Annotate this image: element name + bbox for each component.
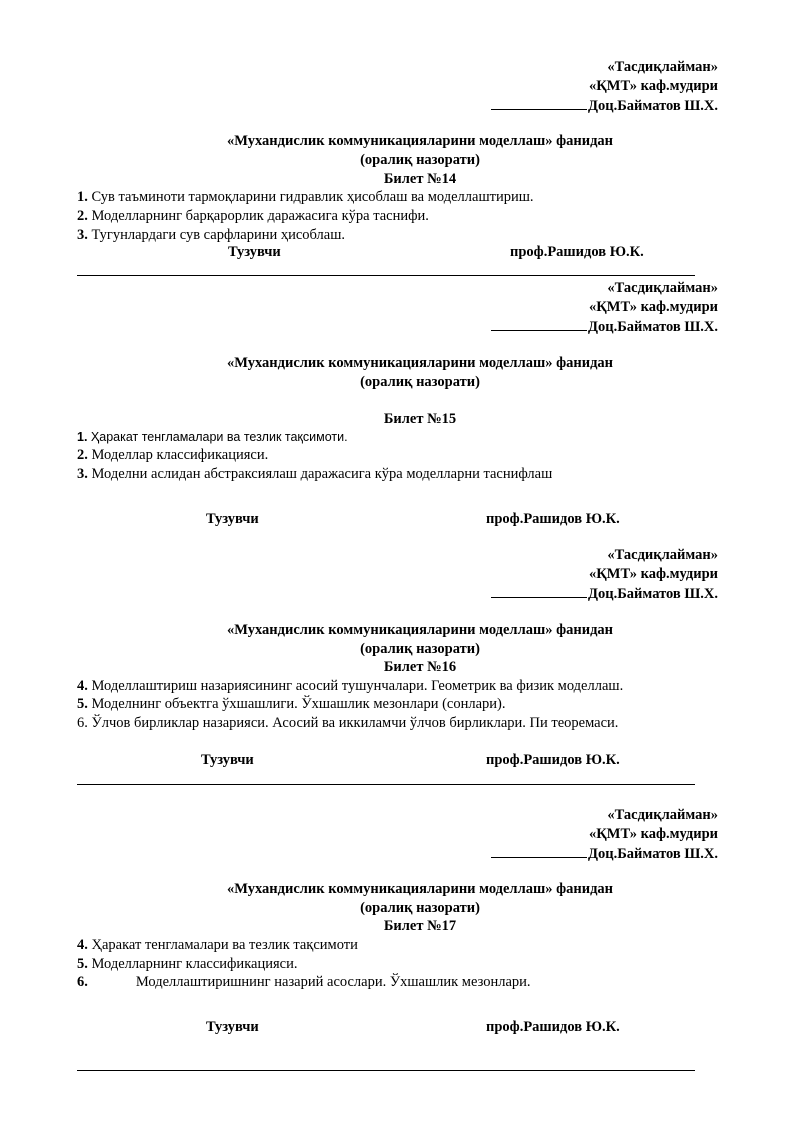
approval-position: «ҚМТ» каф.мудири xyxy=(589,299,718,315)
ticket-title: Билет №14 xyxy=(383,171,457,187)
author-label: Тузувчи xyxy=(206,511,259,527)
control-title: (оралиқ назорати) xyxy=(360,374,480,390)
divider xyxy=(77,275,695,276)
signature-line xyxy=(491,584,587,598)
author-label: Тузувчи xyxy=(206,1019,259,1035)
question-item: 3. Моделни аслидан абстраксиялаш даражасига кўра моделларни таснифлаш xyxy=(77,466,553,482)
author-name: проф.Рашидов Ю.К. xyxy=(486,752,620,768)
approval-approve: «Тасдиқлайман» xyxy=(607,59,718,75)
control-title: (оралиқ назорати) xyxy=(360,641,480,657)
question-item: 2. Моделлар классификацияси. xyxy=(77,447,269,463)
subject-title: «Мухандислик коммуникацияларини моделлаш» фанидан xyxy=(226,133,614,149)
question-item: 1. Сув таъминоти тармоқларини гидравлик ҳисоблаш ва моделлаштириш. xyxy=(77,189,534,205)
divider xyxy=(77,784,695,785)
approval-approve: «Тасдиқлайман» xyxy=(607,547,718,563)
approval-position: «ҚМТ» каф.мудири xyxy=(589,78,718,94)
signature-line xyxy=(491,317,587,331)
subject-title: «Мухандислик коммуникацияларини моделлаш» фанидан xyxy=(226,881,614,897)
control-title: (оралиқ назорати) xyxy=(360,900,480,916)
approval-block xyxy=(491,279,718,337)
control-title: (оралиқ назорати) xyxy=(360,152,480,168)
approval-position: «ҚМТ» каф.мудири xyxy=(589,826,718,842)
question-item: 3. Тугунлардаги сув сарфларини ҳисоблаш. xyxy=(77,227,346,243)
approval-name: Доц.Байматов Ш.Х. xyxy=(588,98,718,114)
signature-line xyxy=(491,844,587,858)
approval-name: Доц.Байматов Ш.Х. xyxy=(588,319,718,335)
approval-block xyxy=(491,58,718,116)
approval-approve: «Тасдиқлайман» xyxy=(607,807,718,823)
divider xyxy=(77,1070,695,1071)
subject-title: «Мухандислик коммуникацияларини моделлаш» фанидан xyxy=(226,622,614,638)
author-label: Тузувчи xyxy=(201,752,254,768)
author-name: проф.Рашидов Ю.К. xyxy=(510,244,644,260)
approval-approve: «Тасдиқлайман» xyxy=(607,280,718,296)
question-item: 4. Ҳаракат тенгламалари ва тезлик тақсимоти xyxy=(77,937,358,953)
approval-block xyxy=(491,546,718,604)
author-label: Тузувчи xyxy=(228,244,281,260)
approval-name: Доц.Байматов Ш.Х. xyxy=(588,586,718,602)
subject-title: «Мухандислик коммуникацияларини моделлаш» фанидан xyxy=(226,355,614,371)
author-name: проф.Рашидов Ю.К. xyxy=(486,511,620,527)
question-item: 4. Моделлаштириш назариясининг асосий тушунчалари. Геометрик ва физик моделлаш. xyxy=(77,678,624,694)
question-item: 6. Ўлчов бирликлар назарияси. Асосий ва иккиламчи ўлчов бирликлари. Пи теоремаси. xyxy=(77,715,619,731)
question-item: 1. Ҳаракат тенгламалари ва тезлик тақсимоти. xyxy=(77,430,348,444)
ticket-title: Билет №16 xyxy=(383,659,457,675)
signature-line xyxy=(491,96,587,110)
ticket-title: Билет №17 xyxy=(383,918,457,934)
question-item: 2. Моделларнинг барқарорлик даражасига кўра таснифи. xyxy=(77,208,429,224)
ticket-title: Билет №15 xyxy=(383,411,457,427)
question-item: 5. Моделларнинг классификацияси. xyxy=(77,956,298,972)
question-item: 5. Моделнинг объектга ўхшашлиги. Ўхшашлик мезонлари (сонлари). xyxy=(77,696,506,712)
approval-block xyxy=(491,806,718,864)
author-name: проф.Рашидов Ю.К. xyxy=(486,1019,620,1035)
approval-name: Доц.Байматов Ш.Х. xyxy=(588,846,718,862)
approval-position: «ҚМТ» каф.мудири xyxy=(589,566,718,582)
question-item: 6. Моделлаштиришнинг назарий асослари. Ўхшашлик мезонлари. xyxy=(77,974,531,990)
